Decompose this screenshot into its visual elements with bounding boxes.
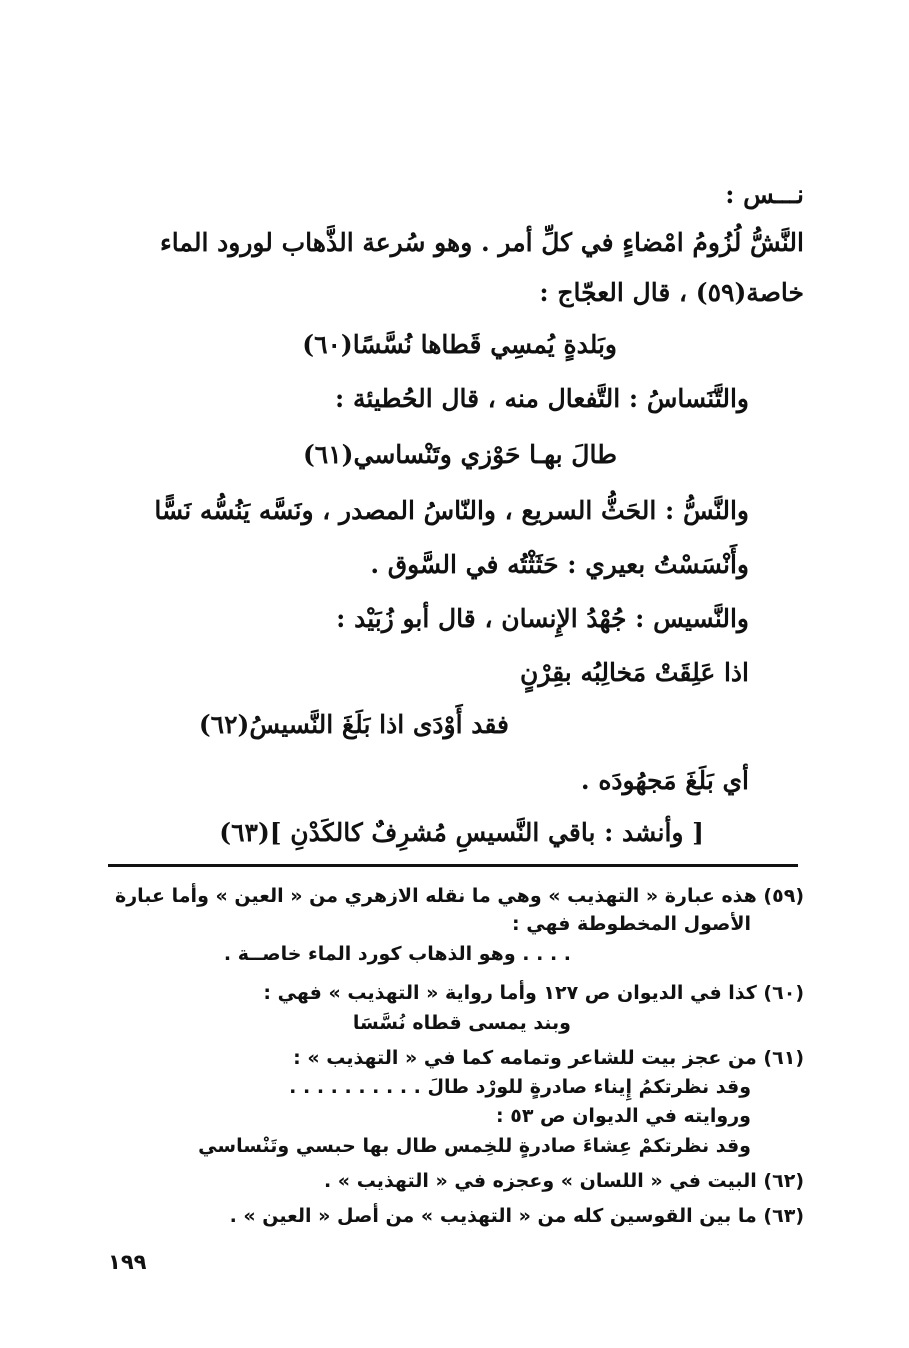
verse-3b: فقد أَوْدَى اذا بَلَغَ النَّسيسُ(٦٢) <box>198 710 509 739</box>
meaning-line: أي بَلَغَ مَجهُودَه . <box>580 766 749 795</box>
verse-2: طالَ بهـا حَوْزي وتَنْساسي(٦١) <box>302 440 617 469</box>
bracketed-addition: [ وأنشد : باقي النَّسيسِ مُشرِفٌ كالكَدْنِ ](٦٣) <box>219 818 704 847</box>
footnote-62: (٦٢) البيت في « اللسان » وعجزه في « التهذيب » . <box>323 1170 804 1192</box>
footnote-61-line-3: وروايته في الديوان ص ٥٣ : <box>496 1105 751 1127</box>
footnote-60-line-1: (٦٠) كذا في الديوان ص ١٢٧ وأما رواية « التهذيب » فهي : <box>263 982 804 1004</box>
verse-3a: اذا عَلِقَتْ مَخالِبُه بقِرْنٍ <box>520 658 749 687</box>
page-number: ١٩٩ <box>108 1250 147 1274</box>
footnote-61-line-1: (٦١) من عجز بيت للشاعر وتمامه كما في « التهذيب » : <box>293 1047 804 1069</box>
nass-line-2: وأَنْسَسْتُ بعيري : حَثَثْتُه في السَّوق . <box>370 550 749 579</box>
entry-heading: نـــس : <box>725 180 804 209</box>
footnote-61-line-2: وقد نظرتكمُ إِيناء صادرةٍ للورْد طالَ . . . . . . . . . . <box>289 1076 751 1098</box>
paragraph-line-1: النَّشُّ لُزُومُ امْضاءٍ في كلِّ أمر . وهو سُرعة الذَّهاب لورود الماء <box>160 228 804 257</box>
nasis-line: والنَّسيس : جُهْدُ الإِنسان ، قال أبو زُبَيْد : <box>336 604 749 633</box>
footnote-60-line-2: وبند يمسى قطاه نُسَّسَا <box>352 1012 571 1034</box>
footnote-divider <box>108 864 798 867</box>
paragraph-line-2: خاصة(٥٩) ، قال العجّاج : <box>539 278 804 307</box>
nass-line-1: والنَّسُّ : الحَثُّ السريع ، والنّاسُ المصدر ، ونَسَّه يَنُسُّه نَسًّا <box>154 496 749 525</box>
footnote-59-line-3: . . . . وهو الذهاب كورد الماء خاصــة . <box>223 943 571 965</box>
footnote-61-line-4: وقد نظرتكمْ عِشاءَ صادرةٍ للخِمس طال بها حبسي وتَنْساسي <box>198 1135 751 1157</box>
verse-1: وبَلدةٍ يُمسِي قَطاها نُسَّسًا(٦٠) <box>302 330 617 359</box>
footnote-63: (٦٣) ما بين القوسين كله من « التهذيب » من أصل « العين » . <box>229 1205 804 1227</box>
tanassus-line: والتَّنَساسُ : التَّفعال منه ، قال الحُطيئة : <box>335 384 749 413</box>
footnote-59-line-2: الأصول المخطوطة فهي : <box>512 913 751 935</box>
footnote-59-line-1: (٥٩) هذه عبارة « التهذيب » وهي ما نقله الازهري من « العين » وأما عبارة <box>115 885 804 907</box>
